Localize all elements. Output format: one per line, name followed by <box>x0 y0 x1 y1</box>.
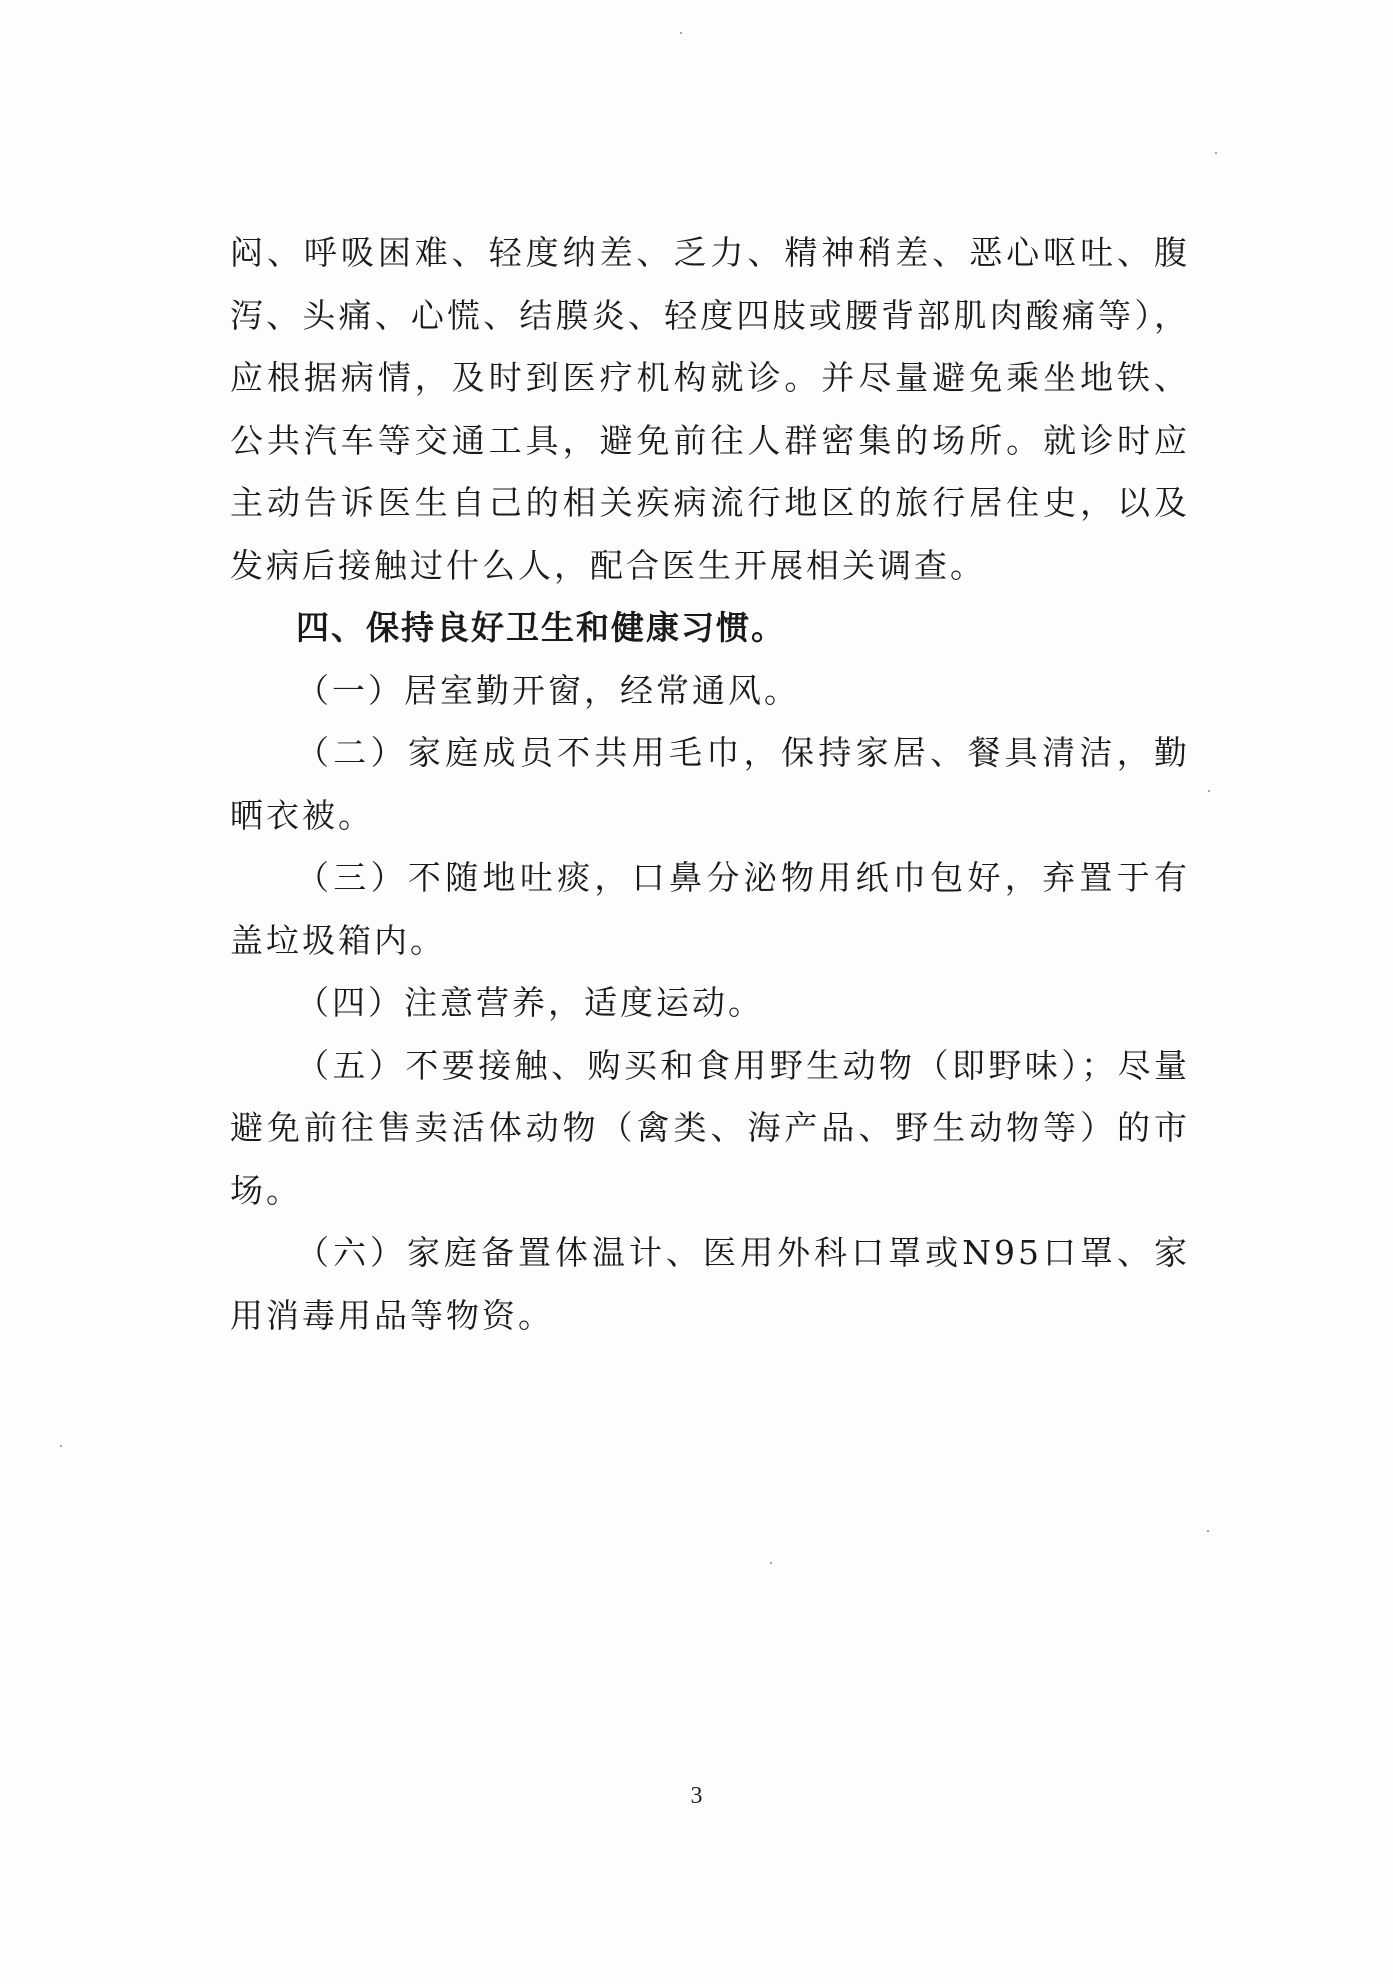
paragraph-continued-symptoms: 闷、呼吸困难、轻度纳差、乏力、精神稍差、恶心呕吐、腹泻、头痛、心慌、结膜炎、轻度四肢或腰背部肌肉酸痛等），应根据病情，及时到医疗机构就诊。并尽量避免乘坐地铁、公共汽车等交通工具，避免前往人群密集的场所。就诊时应主动告诉医生自己的相关疾病流行地区的旅行居住史，以及发病后接触过什么人，配合医生开展相关调查。 <box>230 233 1190 585</box>
scan-speck <box>1207 1530 1209 1532</box>
scan-speck <box>770 1562 772 1564</box>
scan-speck <box>1208 790 1210 792</box>
list-item-avoid-wild-animals: （五）不要接触、购买和食用野生动物（即野味）；尽量避免前往售卖活体动物（禽类、海产品、野生动物等）的市场。 <box>230 1045 1190 1210</box>
document-body <box>230 222 1190 1347</box>
list-item-ventilation: （一）居室勤开窗，经常通风。 <box>296 670 800 710</box>
page-number: 3 <box>690 1783 703 1809</box>
scan-speck <box>680 32 682 34</box>
list-item-home-supplies: （六）家庭备置体温计、医用外科口罩或N95口罩、家用消毒用品等物资。 <box>230 1233 1190 1335</box>
scan-speck <box>60 1445 62 1447</box>
list-item-nutrition-exercise: （四）注意营养，适度运动。 <box>296 983 764 1022</box>
list-item-no-spitting: （三）不随地吐痰，口鼻分泌物用纸巾包好，弃置于有盖垃圾箱内。 <box>230 858 1190 960</box>
scan-speck <box>1215 152 1217 154</box>
section-heading-hygiene-habits: 四、保持良好卫生和健康习惯。 <box>296 608 786 647</box>
list-item-no-shared-towels: （二）家庭成员不共用毛巾，保持家居、餐具清洁，勤晒衣被。 <box>230 733 1190 835</box>
